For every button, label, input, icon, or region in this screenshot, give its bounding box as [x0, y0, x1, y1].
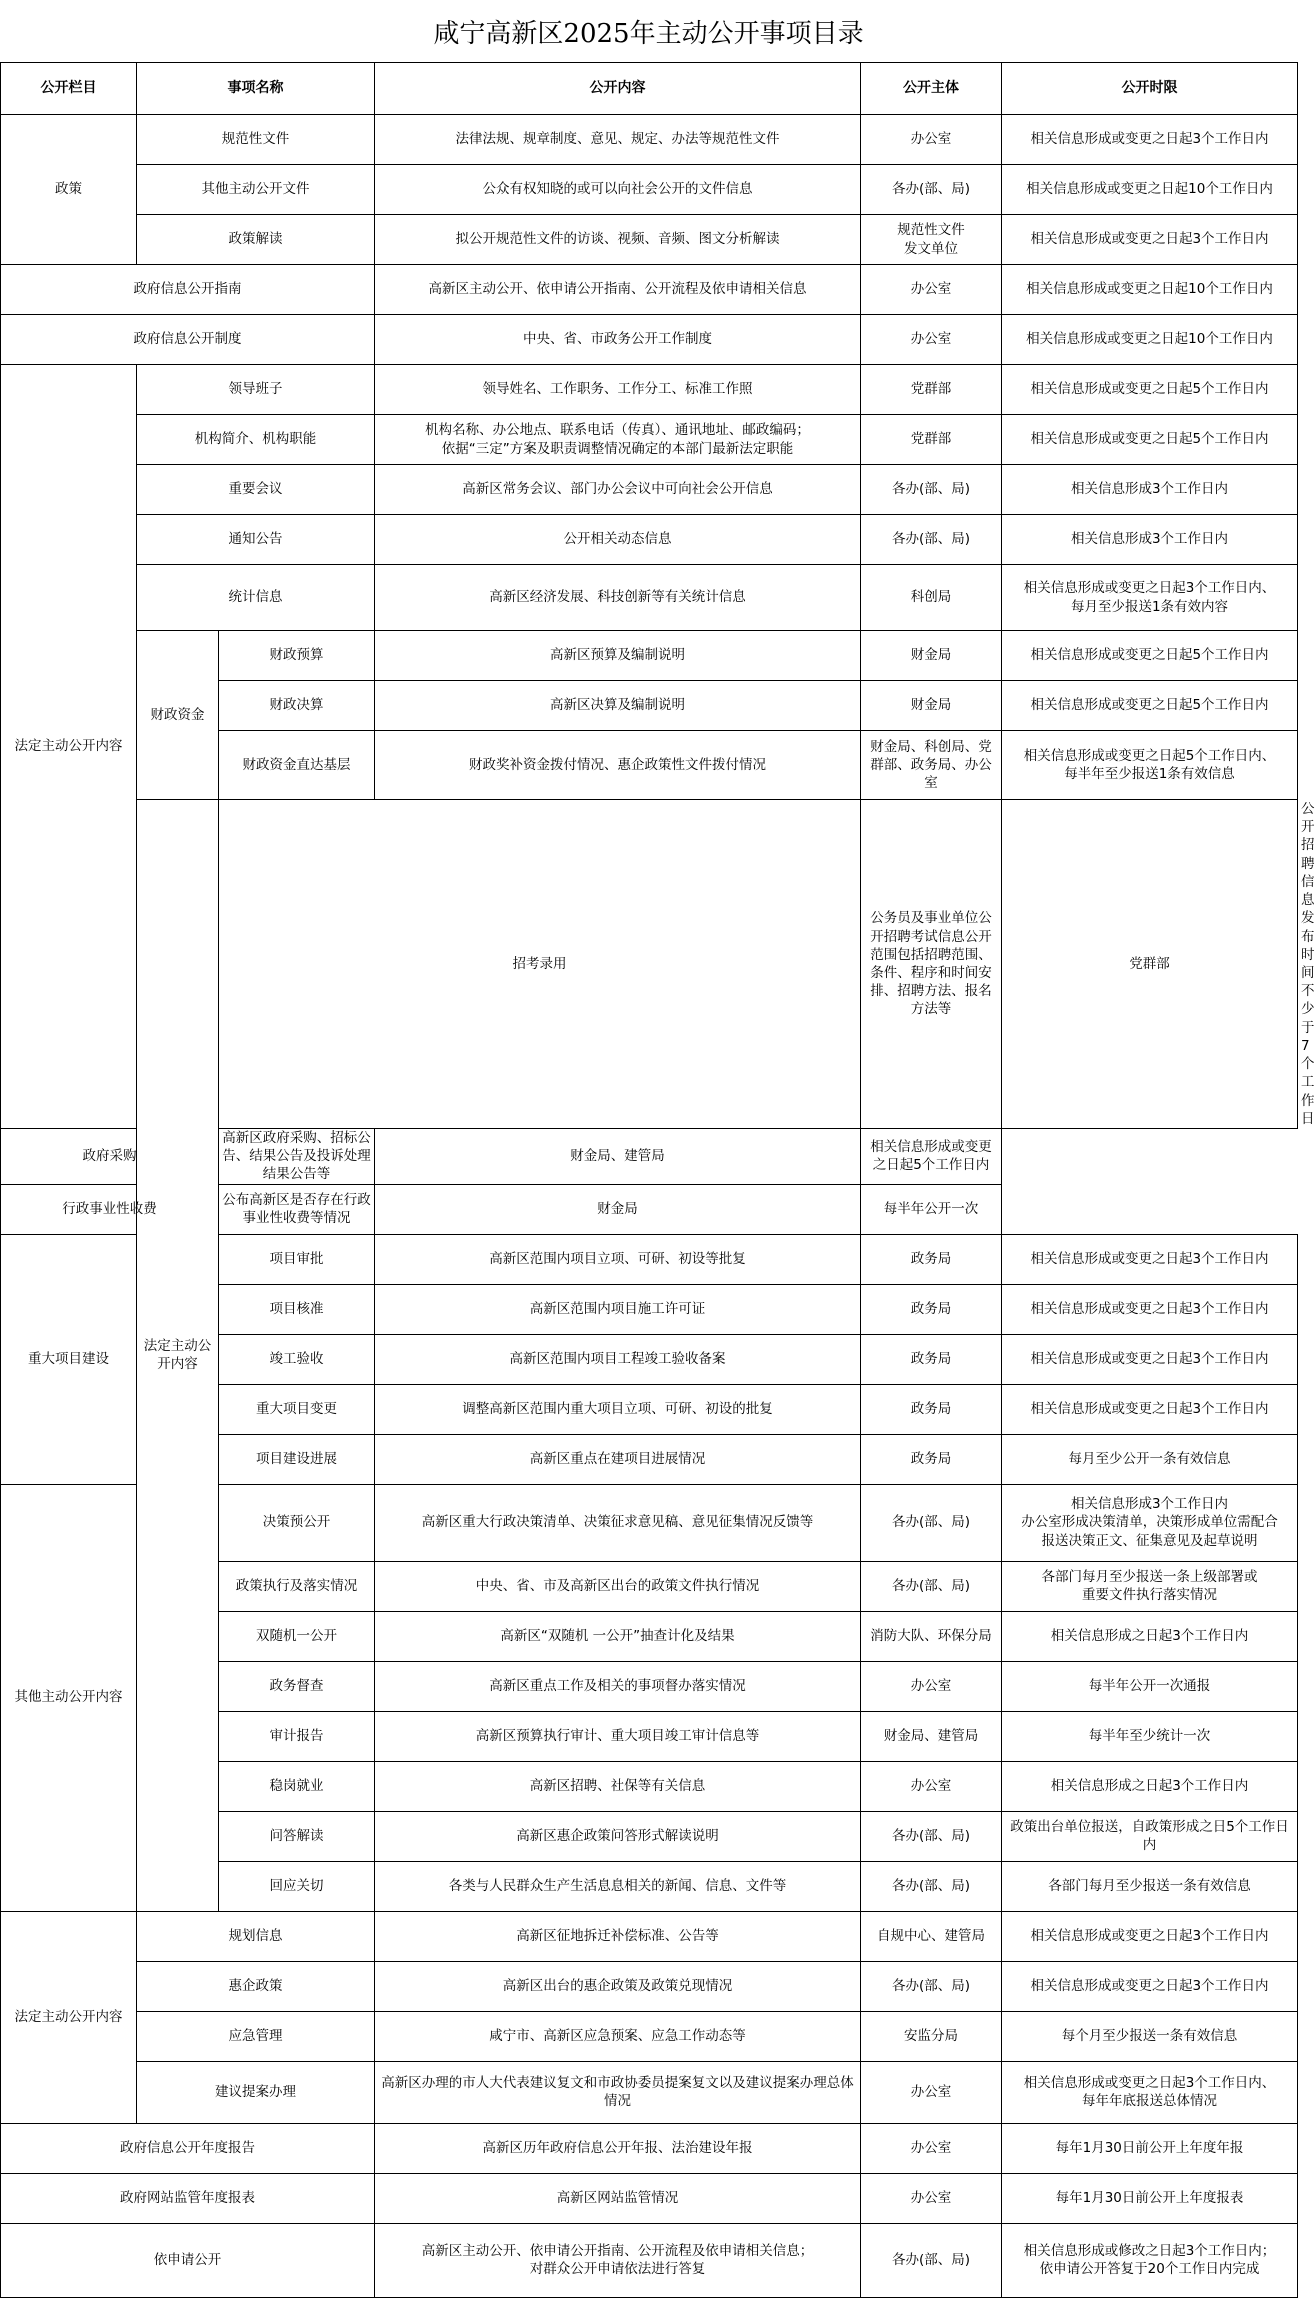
deadline-cell: 相关信息形成或变更之日起3个工作日内	[1002, 1334, 1298, 1384]
header-column: 公开栏目	[1, 63, 137, 115]
content-cell: 高新区预算及编制说明	[375, 631, 861, 681]
subject-cell: 政务局	[861, 1284, 1002, 1334]
subject-cell: 财金局	[861, 681, 1002, 731]
subject-cell: 各办(部、局)	[861, 165, 1002, 215]
content-cell: 高新区范围内项目立项、可研、初设等批复	[375, 1234, 861, 1284]
item-name-cell: 依申请公开	[1, 2223, 375, 2297]
subject-cell: 办公室	[861, 2173, 1002, 2223]
subject-cell: 科创局	[861, 565, 1002, 631]
content-cell: 各类与人民群众生产生活息息相关的新闻、信息、文件等	[375, 1861, 861, 1911]
table-row: 法定主动公开内容 招考录用 公务员及事业单位公开招聘考试信息公开范围包括招聘范围、条件、程序和时间安排、招聘方法、报名方法等 党群部 公开招聘信息发布时间不少于7个工作日	[1, 800, 1298, 1129]
subject-cell: 规范性文件 发文单位	[861, 215, 1002, 265]
subject-cell: 办公室	[861, 1661, 1002, 1711]
deadline-cell: 每半年公开一次通报	[1002, 1661, 1298, 1711]
content-cell: 高新区经济发展、科技创新等有关统计信息	[375, 565, 861, 631]
deadline-cell: 每年1月30日前公开上年度报表	[1002, 2173, 1298, 2223]
deadline-cell: 相关信息形成或变更之日起3个工作日内	[1002, 1284, 1298, 1334]
table-row	[1, 415, 1298, 465]
table-header-row	[1, 63, 1298, 115]
deadline-cell: 相关信息形成3个工作日内	[1002, 465, 1298, 515]
subject-cell: 各办(部、局)	[861, 1861, 1002, 1911]
table-row	[1, 2011, 1298, 2061]
content-cell: 高新区主动公开、依申请公开指南、公开流程及依申请相关信息； 对群众公开申请依法进行答复	[375, 2223, 861, 2297]
table-row	[1, 631, 1298, 681]
item-name-cell: 回应关切	[219, 1861, 375, 1911]
item-name-cell: 项目审批	[219, 1234, 375, 1284]
item-name-cell: 项目核准	[219, 1284, 375, 1334]
item-name-cell: 招考录用	[219, 800, 861, 1129]
deadline-cell: 相关信息形成或变更之日起3个工作日内	[1002, 1384, 1298, 1434]
content-cell: 法律法规、规章制度、意见、规定、办法等规范性文件	[375, 115, 861, 165]
item-name-cell: 政府网站监管年度报表	[1, 2173, 375, 2223]
category-cell: 法定主动公开内容	[137, 800, 219, 1912]
deadline-cell: 每半年公开一次	[861, 1184, 1002, 1234]
table-row	[1, 265, 1298, 315]
subject-cell: 办公室	[861, 2123, 1002, 2173]
item-name-cell: 双随机一公开	[219, 1611, 375, 1661]
table-row	[1, 465, 1298, 515]
subject-cell: 各办(部、局)	[861, 1961, 1002, 2011]
table-row	[1, 565, 1298, 631]
item-name-cell: 政府信息公开年度报告	[1, 2123, 375, 2173]
content-cell: 公务员及事业单位公开招聘考试信息公开范围包括招聘范围、条件、程序和时间安排、招聘方法、报名方法等	[861, 800, 1002, 1129]
table-row	[1, 165, 1298, 215]
category-cell: 法定主动公开内容	[1, 365, 137, 1129]
deadline-cell: 各部门每月至少报送一条有效信息	[1002, 1861, 1298, 1911]
item-name-cell: 通知公告	[137, 515, 375, 565]
deadline-cell: 相关信息形成或变更之日起5个工作日内	[861, 1128, 1002, 1184]
table-row	[1, 2123, 1298, 2173]
content-cell: 高新区“双随机 一公开”抽查计化及结果	[375, 1611, 861, 1661]
item-name-cell: 行政事业性收费	[1, 1184, 219, 1234]
deadline-cell: 相关信息形成或变更之日起10个工作日内	[1002, 265, 1298, 315]
item-name-cell: 机构简介、机构职能	[137, 415, 375, 465]
item-name-cell: 政府信息公开制度	[1, 315, 375, 365]
deadline-cell: 相关信息形成或变更之日起5个工作日内、 每半年至少报送1条有效信息	[1002, 731, 1298, 800]
content-cell: 咸宁市、高新区应急预案、应急工作动态等	[375, 2011, 861, 2061]
content-cell: 高新区范围内项目工程竣工验收备案	[375, 1334, 861, 1384]
subject-cell: 政务局	[861, 1434, 1002, 1484]
table-row	[1, 315, 1298, 365]
item-name-cell: 审计报告	[219, 1711, 375, 1761]
item-name-cell: 政策执行及落实情况	[219, 1561, 375, 1611]
subject-cell: 办公室	[861, 265, 1002, 315]
subject-cell: 办公室	[861, 2061, 1002, 2123]
deadline-cell: 相关信息形成或变更之日起3个工作日内	[1002, 1961, 1298, 2011]
item-name-cell: 财政决算	[219, 681, 375, 731]
item-name-cell: 政府信息公开指南	[1, 265, 375, 315]
content-cell: 高新区常务会议、部门办公会议中可向社会公开信息	[375, 465, 861, 515]
item-name-cell: 重大项目变更	[219, 1384, 375, 1434]
table-row	[1, 1961, 1298, 2011]
deadline-cell: 相关信息形成或变更之日起3个工作日内、 每月至少报送1条有效内容	[1002, 565, 1298, 631]
item-name-cell: 政务督查	[219, 1661, 375, 1711]
deadline-cell: 政策出台单位报送，自政策形成之日5个工作日内	[1002, 1811, 1298, 1861]
header-deadline: 公开时限	[1002, 63, 1298, 115]
content-cell: 高新区招聘、社保等有关信息	[375, 1761, 861, 1811]
subject-cell: 各办(部、局)	[861, 1561, 1002, 1611]
content-cell: 高新区重点工作及相关的事项督办落实情况	[375, 1661, 861, 1711]
item-name-cell: 规划信息	[137, 1911, 375, 1961]
deadline-cell: 相关信息形成之日起3个工作日内	[1002, 1761, 1298, 1811]
content-cell: 高新区主动公开、依申请公开指南、公开流程及依申请相关信息	[375, 265, 861, 315]
subject-cell: 政务局	[861, 1234, 1002, 1284]
item-name-cell: 惠企政策	[137, 1961, 375, 2011]
subject-cell: 政务局	[861, 1334, 1002, 1384]
content-cell: 高新区政府采购、招标公告、结果公告及投诉处理结果公告等	[219, 1128, 375, 1184]
deadline-cell: 相关信息形成或变更之日起5个工作日内	[1002, 681, 1298, 731]
subject-cell: 消防大队、环保分局	[861, 1611, 1002, 1661]
deadline-cell: 每个月至少报送一条有效信息	[1002, 2011, 1298, 2061]
deadline-cell: 相关信息形成之日起3个工作日内	[1002, 1611, 1298, 1661]
content-cell: 高新区范围内项目施工许可证	[375, 1284, 861, 1334]
subject-cell: 政务局	[861, 1384, 1002, 1434]
deadline-cell: 相关信息形成或变更之日起5个工作日内	[1002, 631, 1298, 681]
subject-cell: 办公室	[861, 315, 1002, 365]
subcategory-cell: 重大项目建设	[1, 1234, 137, 1484]
item-name-cell: 建议提案办理	[137, 2061, 375, 2123]
deadline-cell: 每年1月30日前公开上年度年报	[1002, 2123, 1298, 2173]
item-name-cell: 统计信息	[137, 565, 375, 631]
subject-cell: 自规中心、建管局	[861, 1911, 1002, 1961]
deadline-cell: 相关信息形成或变更之日起3个工作日内、 每年年底报送总体情况	[1002, 2061, 1298, 2123]
category-cell: 法定主动公开内容	[1, 1911, 137, 2123]
deadline-cell: 相关信息形成或变更之日起3个工作日内	[1002, 1911, 1298, 1961]
subject-cell: 各办(部、局)	[861, 515, 1002, 565]
deadline-cell: 相关信息形成或变更之日起5个工作日内	[1002, 415, 1298, 465]
item-name-cell: 政策解读	[137, 215, 375, 265]
item-name-cell: 重要会议	[137, 465, 375, 515]
deadline-cell: 相关信息形成或变更之日起10个工作日内	[1002, 315, 1298, 365]
subject-cell: 财金局	[861, 631, 1002, 681]
table-row	[1, 2173, 1298, 2223]
content-cell: 高新区惠企政策问答形式解读说明	[375, 1811, 861, 1861]
content-cell: 高新区网站监管情况	[375, 2173, 861, 2223]
subject-cell: 财金局、建管局	[861, 1711, 1002, 1761]
deadline-cell: 相关信息形成3个工作日内 办公室形成决策清单，决策形成单位需配合 报送决策正文、征集意见及起草说明	[1002, 1484, 1298, 1561]
table-row	[1, 365, 1298, 415]
item-name-cell: 政府采购	[1, 1128, 219, 1184]
content-cell: 高新区办理的市人大代表建议复文和市政协委员提案复文以及建议提案办理总体情况	[375, 2061, 861, 2123]
subject-cell: 财金局、建管局	[375, 1128, 861, 1184]
item-name-cell: 项目建设进展	[219, 1434, 375, 1484]
header-item: 事项名称	[137, 63, 375, 115]
subject-cell: 财金局、科创局、党群部、政务局、办公室	[861, 731, 1002, 800]
content-cell: 公布高新区是否存在行政事业性收费等情况	[219, 1184, 375, 1234]
subcategory-cell: 其他主动公开内容	[1, 1484, 137, 1911]
subcategory-cell: 财政资金	[137, 631, 219, 800]
subject-cell: 各办(部、局)	[861, 465, 1002, 515]
content-cell: 领导姓名、工作职务、工作分工、标准工作照	[375, 365, 861, 415]
item-name-cell: 财政预算	[219, 631, 375, 681]
content-cell: 调整高新区范围内重大项目立项、可研、初设的批复	[375, 1384, 861, 1434]
catalog-table	[0, 62, 1315, 2298]
deadline-cell: 相关信息形成或变更之日起10个工作日内	[1002, 165, 1298, 215]
table-row	[1, 115, 1298, 165]
category-cell: 政策	[1, 115, 137, 265]
item-name-cell: 问答解读	[219, 1811, 375, 1861]
item-name-cell: 领导班子	[137, 365, 375, 415]
header-content: 公开内容	[375, 63, 861, 115]
table-row	[1, 1128, 1298, 1184]
item-name-cell: 财政资金直达基层	[219, 731, 375, 800]
header-subject: 公开主体	[861, 63, 1002, 115]
content-cell: 拟公开规范性文件的访谈、视频、音频、图文分析解读	[375, 215, 861, 265]
item-name-cell: 竣工验收	[219, 1334, 375, 1384]
subject-cell: 安监分局	[861, 2011, 1002, 2061]
item-name-cell: 其他主动公开文件	[137, 165, 375, 215]
content-cell: 机构名称、办公地点、联系电话（传真）、通讯地址、邮政编码； 依据“三定”方案及职责调整情况确定的本部门最新法定职能	[375, 415, 861, 465]
subject-cell: 各办(部、局)	[861, 1811, 1002, 1861]
deadline-cell: 相关信息形成或变更之日起3个工作日内	[1002, 115, 1298, 165]
deadline-cell: 相关信息形成3个工作日内	[1002, 515, 1298, 565]
content-cell: 公众有权知晓的或可以向社会公开的文件信息	[375, 165, 861, 215]
content-cell: 中央、省、市及高新区出台的政策文件执行情况	[375, 1561, 861, 1611]
deadline-cell: 相关信息形成或变更之日起3个工作日内	[1002, 215, 1298, 265]
table-row	[1, 1911, 1298, 1961]
content-cell: 高新区出台的惠企政策及政策兑现情况	[375, 1961, 861, 2011]
deadline-cell: 每半年至少统计一次	[1002, 1711, 1298, 1761]
item-name-cell: 应急管理	[137, 2011, 375, 2061]
content-cell: 中央、省、市政务公开工作制度	[375, 315, 861, 365]
content-cell: 高新区预算执行审计、重大项目竣工审计信息等	[375, 1711, 861, 1761]
subject-cell: 党群部	[1002, 800, 1298, 1129]
deadline-cell: 每月至少公开一条有效信息	[1002, 1434, 1298, 1484]
table-row	[1, 1184, 1298, 1234]
item-name-cell: 稳岗就业	[219, 1761, 375, 1811]
subject-cell: 各办(部、局)	[861, 1484, 1002, 1561]
content-cell: 财政奖补资金拨付情况、惠企政策性文件拨付情况	[375, 731, 861, 800]
subject-cell: 办公室	[861, 115, 1002, 165]
item-name-cell: 决策预公开	[219, 1484, 375, 1561]
content-cell: 高新区重大行政决策清单、决策征求意见稿、意见征集情况反馈等	[375, 1484, 861, 1561]
table-row	[1, 2061, 1298, 2123]
subject-cell: 财金局	[375, 1184, 861, 1234]
table-row	[1, 215, 1298, 265]
subject-cell: 各办(部、局)	[861, 2223, 1002, 2297]
subject-cell: 党群部	[861, 365, 1002, 415]
deadline-cell: 相关信息形成或修改之日起3个工作日内； 依申请公开答复于20个工作日内完成	[1002, 2223, 1298, 2297]
content-cell: 公开相关动态信息	[375, 515, 861, 565]
content-cell: 高新区重点在建项目进展情况	[375, 1434, 861, 1484]
table-row	[1, 515, 1298, 565]
deadline-cell: 相关信息形成或变更之日起3个工作日内	[1002, 1234, 1298, 1284]
content-cell: 高新区决算及编制说明	[375, 681, 861, 731]
subject-cell: 办公室	[861, 1761, 1002, 1811]
item-name-cell: 规范性文件	[137, 115, 375, 165]
page-title: 咸宁高新区2025年主动公开事项目录	[433, 18, 864, 49]
table-row	[1, 2223, 1298, 2297]
subject-cell: 党群部	[861, 415, 1002, 465]
content-cell: 高新区征地拆迁补偿标准、公告等	[375, 1911, 861, 1961]
content-cell: 高新区历年政府信息公开年报、法治建设年报	[375, 2123, 861, 2173]
deadline-cell: 各部门每月至少报送一条上级部署或 重要文件执行落实情况	[1002, 1561, 1298, 1611]
deadline-cell: 相关信息形成或变更之日起5个工作日内	[1002, 365, 1298, 415]
